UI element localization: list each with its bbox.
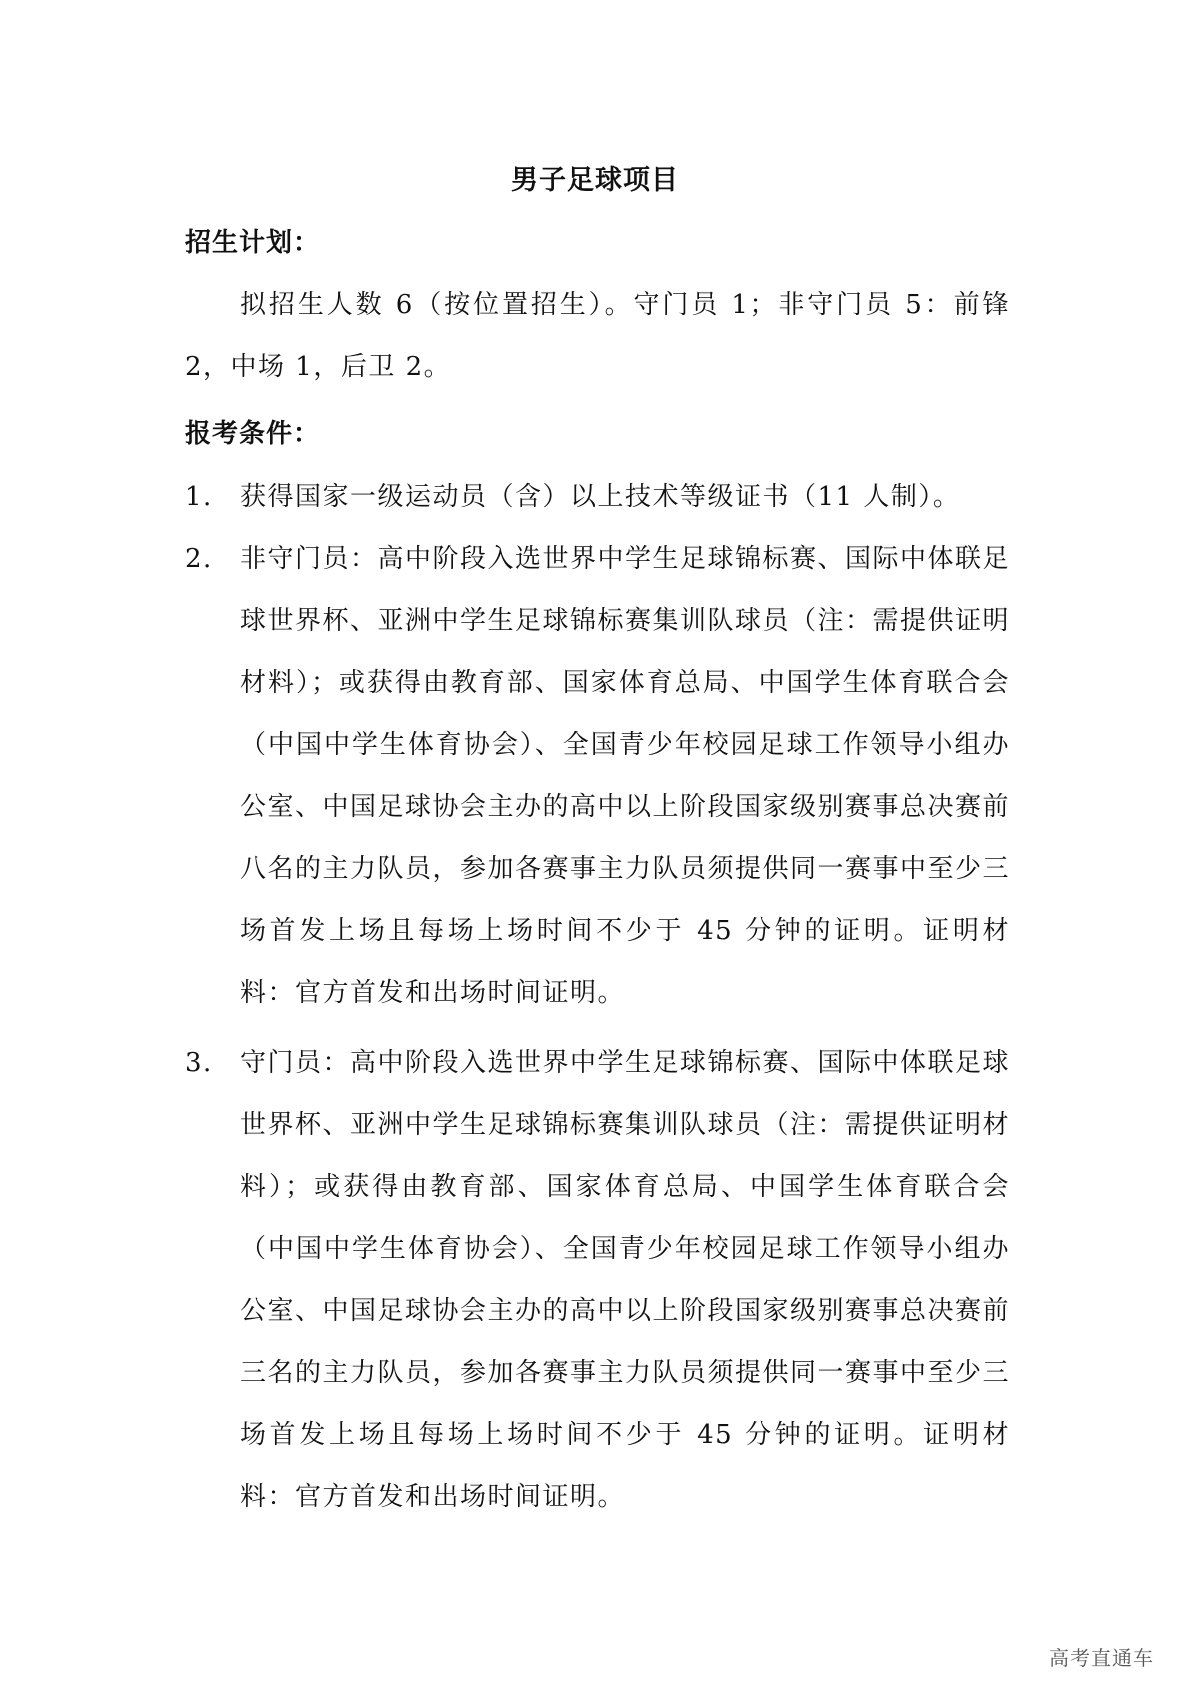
plan-paragraph: 拟招生人数 6（按位置招生）。守门员 1；非守门员 5：前锋 2，中场 1，后卫 2。: [185, 290, 1010, 382]
condition-number: 3.: [185, 1048, 213, 1078]
condition-text: 获得国家一级运动员（含）以上技术等级证书（11 人制）。: [240, 482, 961, 512]
section-heading-conditions: 报考条件：: [185, 419, 321, 449]
condition-item: [185, 1032, 1010, 1528]
condition-number: 2.: [185, 544, 213, 574]
condition-text: 守门员：高中阶段入选世界中学生足球锦标赛、国际中体联足球世界杯、亚洲中学生足球锦标赛集训队球员（注：需提供证明材料）；或获得由教育部、国家体育总局、中国学生体育联合会（中国中学生体育协会）、全国青少年校园足球工作领导小组办公室、中国足球协会主办的高中以上阶段国家级别赛事总决赛前三名的主力队员，参加各赛事主力队员须提供同一赛事中至少三场首发上场且每场上场时间不少于 45 分钟的证明。证明材料：官方首发和出场时间证明。: [240, 1048, 1011, 1512]
condition-number: 1.: [185, 482, 213, 512]
section-heading-plan: 招生计划：: [185, 228, 321, 258]
condition-item: [185, 466, 1010, 528]
condition-item: [185, 528, 1010, 1024]
condition-text: 非守门员：高中阶段入选世界中学生足球锦标赛、国际中体联足球世界杯、亚洲中学生足球锦标赛集训队球员（注：需提供证明材料）；或获得由教育部、国家体育总局、中国学生体育联合会（中国中学生体育协会）、全国青少年校园足球工作领导小组办公室、中国足球协会主办的高中以上阶段国家级别赛事总决赛前八名的主力队员，参加各赛事主力队员须提供同一赛事中至少三场首发上场且每场上场时间不少于 45 分钟的证明。证明材料：官方首发和出场时间证明。: [240, 544, 1011, 1008]
document-title: 男子足球项目: [511, 165, 679, 196]
watermark-text: 高考直通车: [1049, 1646, 1154, 1670]
